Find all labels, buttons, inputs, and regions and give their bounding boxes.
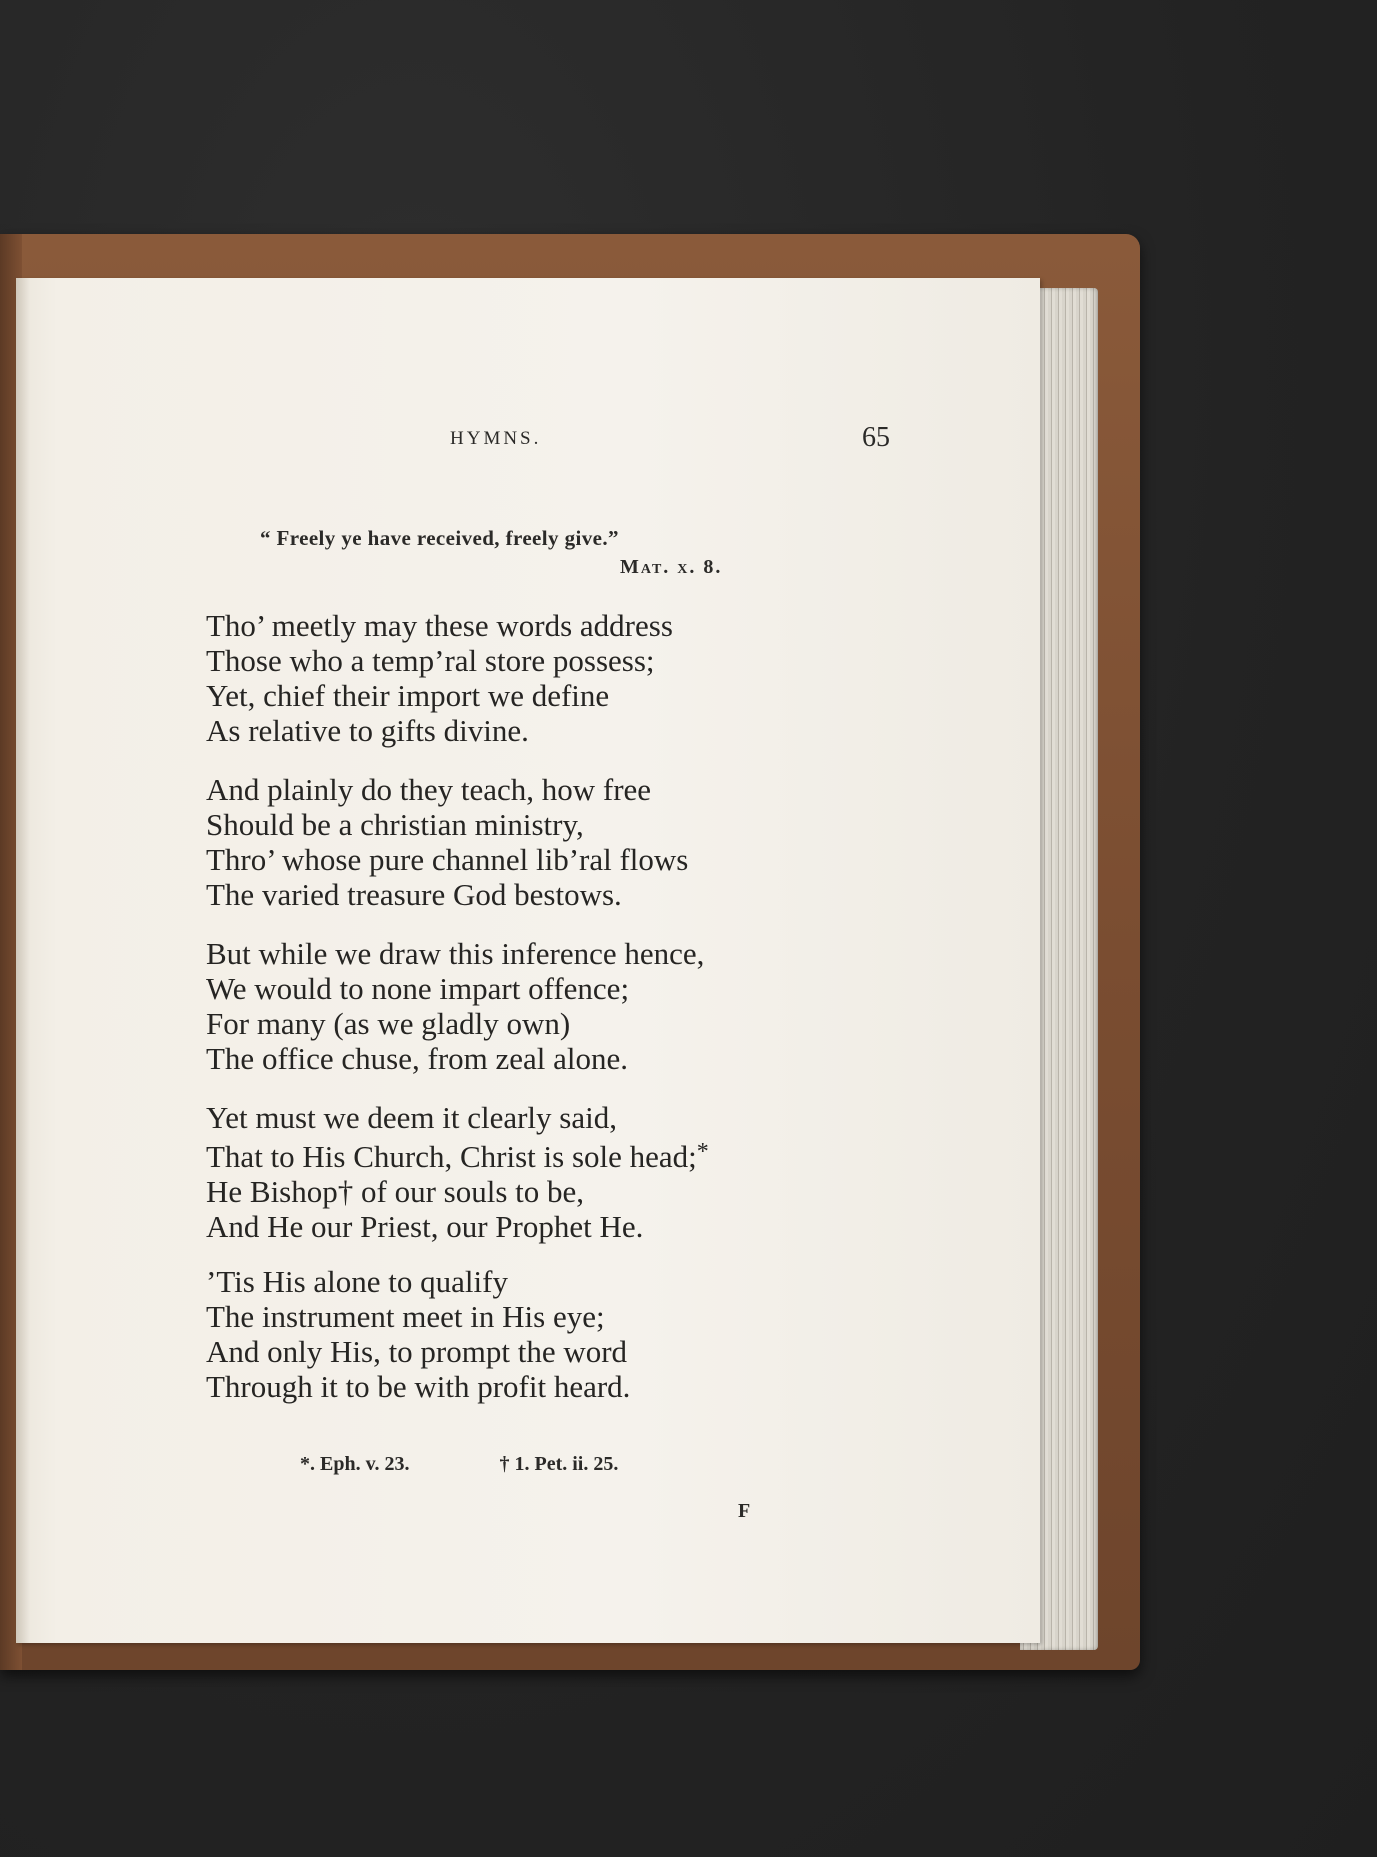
footnotes (300, 1453, 618, 1476)
epigraph-reference: Mat. x. 8. (620, 556, 723, 578)
verse-line: But while we draw this inference hence, (206, 936, 705, 971)
verse-line: Through it to be with profit heard. (206, 1369, 631, 1404)
page-number: 65 (862, 422, 890, 453)
verse-line: And plainly do they teach, how free (206, 772, 652, 807)
footnote-2: † 1. Pet. ii. 25. (499, 1453, 619, 1475)
stanza-2 (206, 772, 688, 912)
verse-line: Tho’ meetly may these words address (206, 608, 673, 643)
verse-line: For many (as we gladly own) (206, 1006, 571, 1041)
page-gutter-shadow (16, 278, 30, 1643)
verse-line (206, 1174, 709, 1209)
footnote-1: *. Eph. v. 23. (300, 1453, 410, 1475)
footnote-marker-dagger: † (337, 1174, 354, 1209)
stanza-5 (206, 1264, 630, 1404)
verse-line: Yet, chief their import we define (206, 678, 610, 713)
verse-line-text: of our souls to be, (353, 1174, 585, 1209)
footnote-marker-asterisk: * (696, 1139, 709, 1165)
verse-line: And He our Priest, our Prophet He. (206, 1209, 644, 1244)
verse-line: Should be a christian ministry, (206, 807, 584, 842)
stanza-4 (206, 1100, 709, 1244)
stanza-1 (206, 608, 673, 748)
verse-line-text: That to His Church, Christ is sole head; (206, 1139, 697, 1174)
verse-line: Those who a temp’ral store possess; (206, 643, 655, 678)
signature-mark: F (738, 1500, 751, 1522)
verse-line: The instrument meet in His eye; (206, 1299, 605, 1334)
verse-line: And only His, to prompt the word (206, 1334, 628, 1369)
running-head: HYMNS. (450, 428, 542, 449)
verse-line: As relative to gifts divine. (206, 713, 529, 748)
verse-line: Yet must we deem it clearly said, (206, 1100, 617, 1135)
verse-line: Thro’ whose pure channel lib’ral flows (206, 842, 689, 877)
stanza-3 (206, 936, 704, 1076)
verse-line (206, 1135, 709, 1174)
epigraph-quote: “ Freely ye have received, freely give.” (260, 526, 619, 550)
verse-line-text: He Bishop (206, 1174, 338, 1209)
verse-line: The varied treasure God bestows. (206, 877, 622, 912)
verse-line: We would to none impart offence; (206, 971, 630, 1006)
verse-line: ’Tis His alone to qualify (206, 1264, 508, 1299)
verse-line: The office chuse, from zeal alone. (206, 1041, 629, 1076)
